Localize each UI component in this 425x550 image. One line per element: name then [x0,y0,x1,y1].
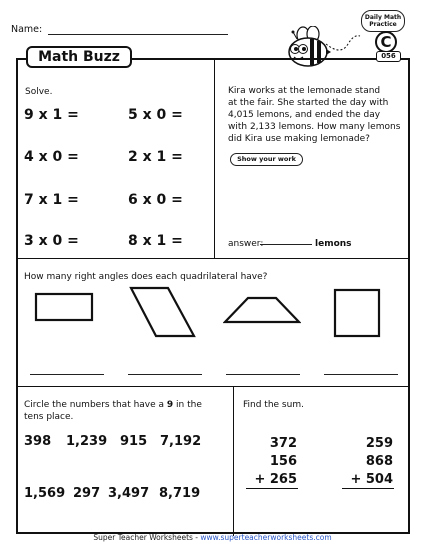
equation: 5 x 0 = [128,107,183,123]
addend: 259 [365,436,393,451]
equation: 3 x 0 = [24,233,79,249]
sum-line [246,488,298,489]
word-problem-line: 4,015 lemons, and ended the day [228,110,381,120]
addend: + 504 [350,472,393,487]
equation: 2 x 1 = [128,149,183,165]
tens-number[interactable]: 1,239 [66,434,108,449]
facts-instruction: Solve. [25,87,53,97]
answer-field[interactable] [260,244,312,245]
equation: 8 x 1 = [128,233,183,249]
angles-question: How many right angles does each quadrilateral have? [24,272,268,282]
equation: 7 x 1 = [24,192,79,208]
parallelogram-shape [128,284,198,344]
tens-instruction-pre: Circle the numbers that have a [24,400,167,410]
tens-instruction-line2: tens place. [24,412,74,422]
answer-blank[interactable] [226,374,300,375]
tens-instruction-post: in the [173,400,202,410]
trapezoid-shape [223,284,301,324]
square-shape [333,284,381,340]
footer-text: Super Teacher Worksheets - [93,533,201,542]
tens-number[interactable]: 3,497 [108,486,150,501]
tens-instruction [24,399,202,411]
answer-blank[interactable] [324,374,398,375]
word-problem-line: did Kira use making lemonade? [228,134,370,144]
worksheet-frame [16,58,410,534]
addend: 156 [269,454,297,469]
worksheet-number: 056 [376,51,401,62]
show-your-work-button[interactable]: Show your work [230,153,303,166]
tens-instruction-digit: 9 [166,400,174,410]
answer-blank[interactable] [30,374,104,375]
sum-instruction: Find the sum. [243,400,304,410]
addend: 372 [269,436,297,451]
answer-blank[interactable] [128,374,202,375]
page-title: Math Buzz [26,46,132,68]
word-problem-line: with 2,133 lemons. How many lemons [228,122,401,132]
equation: 4 x 0 = [24,149,79,165]
tens-number[interactable]: 398 [24,434,52,449]
word-problem-line: Kira works at the lemonade stand [228,86,381,96]
word-problem-line: at the fair. She started the day with [228,98,389,108]
tens-number[interactable]: 297 [73,486,101,501]
divider-h2 [18,386,408,387]
name-field[interactable] [48,34,228,35]
daily-math-badge [361,10,405,32]
tens-number[interactable]: 7,192 [160,434,202,449]
equation: 6 x 0 = [128,192,183,208]
level-badge: C [375,31,397,53]
sum-line [342,488,394,489]
rectangle-shape [34,284,98,324]
badge-line1: Daily Math [364,14,402,21]
answer-unit: lemons [315,239,352,249]
tens-number[interactable]: 1,569 [24,486,66,501]
name-label: Name: [11,24,43,35]
addend: + 265 [254,472,297,487]
addend: 868 [365,454,393,469]
badge-line2: Practice [369,21,397,28]
equation: 9 x 1 = [24,107,79,123]
answer-label: answer: [228,239,264,249]
footer [0,533,425,542]
footer-link[interactable]: www.superteacherworksheets.com [200,533,332,542]
divider-v1 [214,60,215,258]
divider-v2 [233,386,234,536]
tens-number[interactable]: 915 [120,434,148,449]
tens-number[interactable]: 8,719 [159,486,201,501]
divider-h1 [18,258,408,259]
